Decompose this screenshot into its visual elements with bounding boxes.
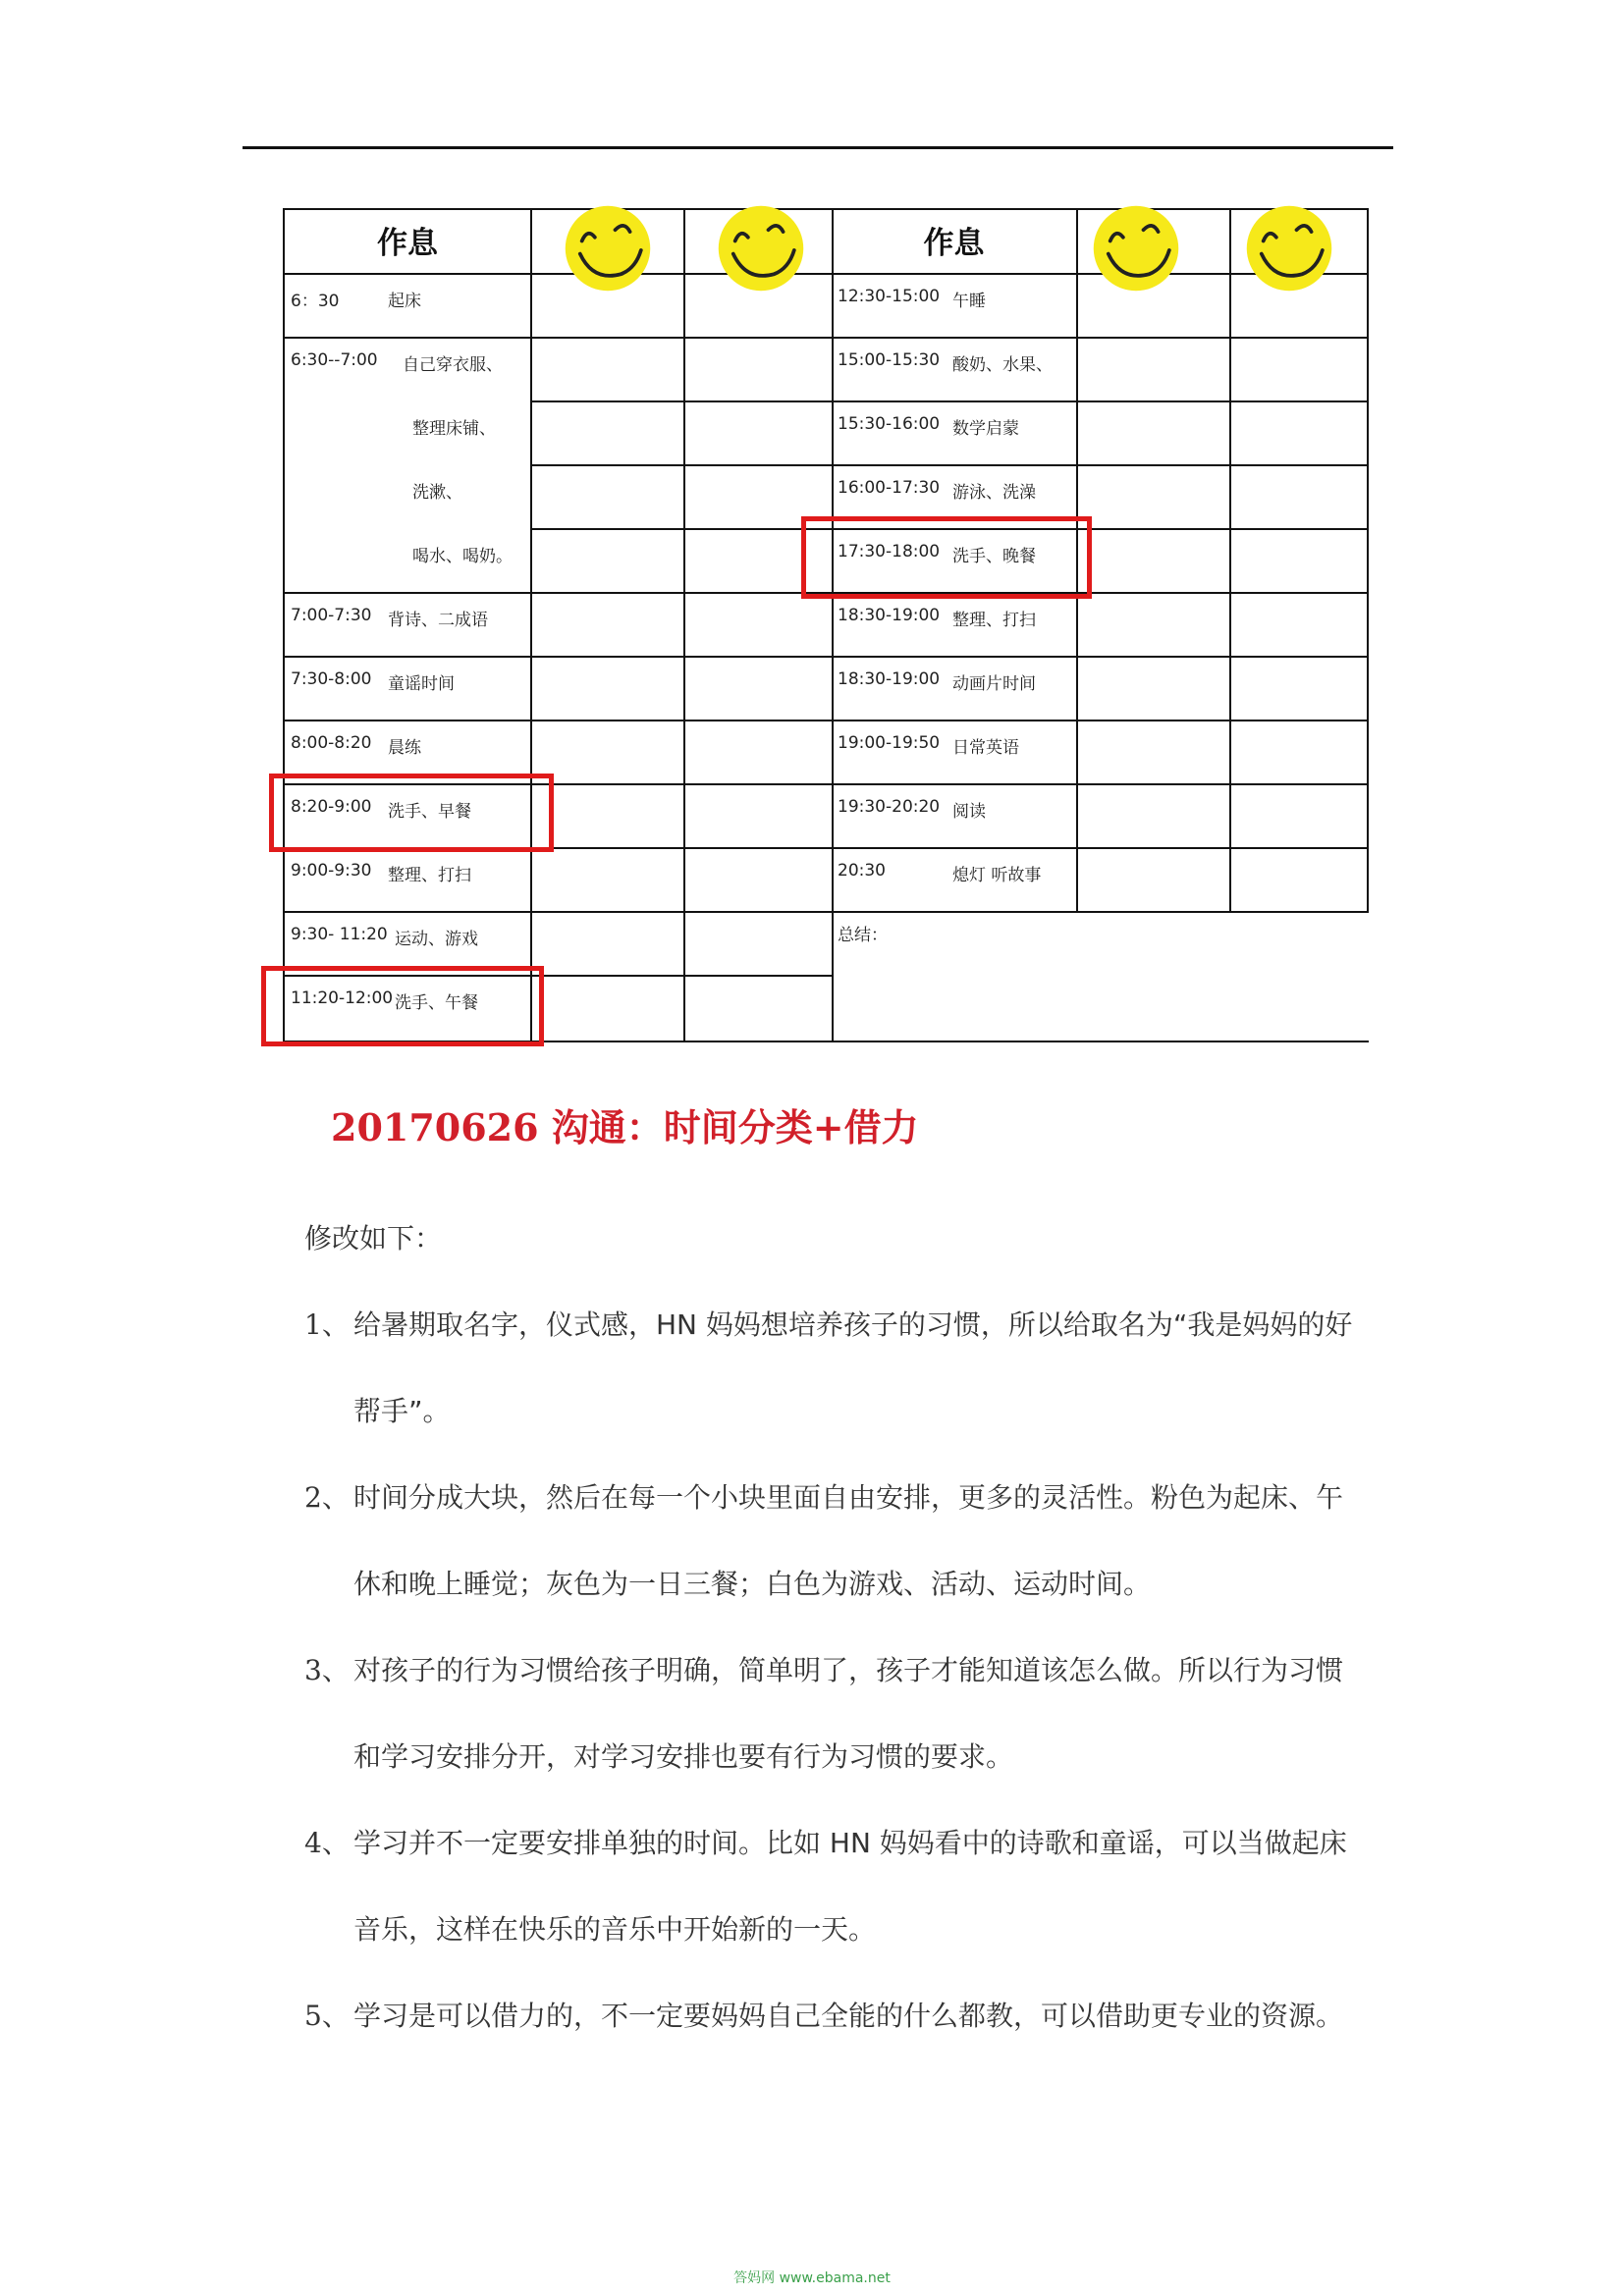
table-row-divider	[285, 592, 832, 594]
schedule-time: 15:00-15:30	[838, 350, 941, 370]
table-row-divider	[530, 400, 832, 402]
table-header-rule	[285, 273, 1369, 275]
schedule-activity: 午睡	[952, 292, 986, 311]
schedule-time: 19:30-20:20	[838, 797, 941, 817]
schedule-time: 16:00-17:30	[838, 478, 941, 498]
list-item-text: 音乐，这样在快乐的音乐中开始新的一天。	[353, 1913, 877, 1946]
schedule-activity: 晨练	[388, 738, 421, 758]
schedule-activity: 喝水、喝奶。	[412, 547, 513, 566]
schedule-activity: 动画片时间	[952, 674, 1036, 694]
smiley-face-icon	[1090, 202, 1182, 294]
list-item-number: 1、	[304, 1308, 350, 1341]
article-title: 20170626 沟通：时间分类+借力	[331, 1105, 919, 1149]
schedule-activity: 日常英语	[952, 738, 1019, 758]
schedule-activity: 整理床铺、	[412, 419, 496, 439]
table-row-divider	[530, 528, 832, 530]
schedule-time: 7:00-7:30	[291, 606, 372, 625]
table-row-divider	[832, 847, 1369, 849]
table-col-divider	[683, 210, 685, 1041]
schedule-activity: 洗手、早餐	[388, 802, 471, 822]
table-row-divider	[285, 656, 832, 658]
table-row-divider	[832, 400, 1369, 402]
table-row-divider	[832, 337, 1369, 339]
schedule-activity: 阅读	[952, 802, 986, 822]
list-item-number: 5、	[304, 2000, 350, 2032]
table-row-divider	[285, 337, 832, 339]
summary-cell	[834, 913, 1369, 1041]
schedule-time: 19:00-19:50	[838, 733, 941, 753]
list-item-text: 学习是可以借力的，不一定要妈妈自己全能的什么都教，可以借助更专业的资源。	[353, 2000, 1344, 2032]
table-row-divider	[530, 464, 832, 466]
table-row-divider	[832, 783, 1369, 785]
list-item-text: 学习并不一定要安排单独的时间。比如 HN 妈妈看中的诗歌和童谣，可以当做起床	[353, 1827, 1347, 1859]
schedule-activity: 数学启蒙	[952, 419, 1019, 439]
schedule-time: 18:30-19:00	[838, 669, 941, 689]
schedule-activity: 童谣时间	[388, 674, 455, 694]
header-left: 作息	[377, 226, 438, 261]
schedule-time: 7:30-8:00	[291, 669, 372, 689]
schedule-activity: 整理、打扫	[952, 611, 1036, 630]
schedule-activity: 洗手、晚餐	[952, 547, 1036, 566]
schedule-activity: 酸奶、水果、	[952, 355, 1053, 375]
list-item-number: 3、	[304, 1654, 350, 1686]
schedule-activity: 自己穿衣服、	[403, 355, 503, 375]
list-item-text: 休和晚上睡觉；灰色为一日三餐；白色为游戏、活动、运动时间。	[353, 1568, 1152, 1600]
schedule-time: 12:30-15:00	[838, 287, 941, 306]
list-item-text: 给暑期取名字，仪式感，HN 妈妈想培养孩子的习惯，所以给取名为“我是妈妈的好	[353, 1308, 1353, 1341]
schedule-time: 8:20-9:00	[291, 797, 372, 817]
footer-watermark: 答妈网 www.ebama.net	[733, 2270, 891, 2286]
schedule-activity: 背诗、二成语	[388, 611, 488, 630]
table-row-divider	[832, 656, 1369, 658]
list-item-text: 和学习安排分开，对学习安排也要有行为习惯的要求。	[353, 1740, 1014, 1773]
highlight-box	[261, 966, 544, 1046]
table-row-divider	[832, 720, 1369, 721]
table-row-divider	[832, 464, 1369, 466]
schedule-activity: 洗手、午餐	[395, 993, 478, 1013]
schedule-activity: 熄灯 听故事	[952, 866, 1042, 885]
schedule-time: 6：30	[291, 292, 340, 311]
highlight-box	[801, 516, 1092, 599]
schedule-time: 20:30	[838, 861, 886, 881]
header-rule	[243, 146, 1393, 149]
highlight-box	[269, 774, 554, 852]
schedule-activity: 整理、打扫	[388, 866, 471, 885]
schedule-activity: 洗漱、	[412, 483, 462, 503]
schedule-activity: 游泳、洗澡	[952, 483, 1036, 503]
schedule-time: 6:30--7:00	[291, 350, 378, 370]
schedule-table	[283, 208, 1369, 1042]
schedule-time: 9:30- 11:20	[291, 925, 388, 944]
schedule-time: 17:30-18:00	[838, 542, 941, 561]
list-item-text: 对孩子的行为习惯给孩子明确，简单明了，孩子才能知道该怎么做。所以行为习惯	[353, 1654, 1344, 1686]
smiley-face-icon	[715, 202, 807, 294]
schedule-time: 8:00-8:20	[291, 733, 372, 753]
schedule-time: 9:00-9:30	[291, 861, 372, 881]
list-item-number: 4、	[304, 1827, 350, 1859]
schedule-time: 15:30-16:00	[838, 414, 941, 434]
header-right: 作息	[923, 226, 985, 261]
schedule-activity: 起床	[388, 292, 421, 311]
smiley-face-icon	[1243, 202, 1335, 294]
table-col-divider	[530, 210, 532, 1041]
table-row-divider	[285, 911, 832, 913]
table-row-divider	[285, 720, 832, 721]
schedule-activity: 运动、游戏	[395, 930, 478, 949]
article-intro: 修改如下：	[304, 1222, 443, 1255]
list-item-text: 帮手”。	[353, 1395, 451, 1427]
smiley-face-icon	[562, 202, 654, 294]
schedule-time: 18:30-19:00	[838, 606, 941, 625]
summary-label: 总结：	[838, 926, 888, 945]
schedule-time: 11:20-12:00	[291, 988, 394, 1008]
list-item-text: 时间分成大块，然后在每一个小块里面自由安排，更多的灵活性。粉色为起床、午	[353, 1481, 1344, 1514]
list-item-number: 2、	[304, 1481, 350, 1514]
